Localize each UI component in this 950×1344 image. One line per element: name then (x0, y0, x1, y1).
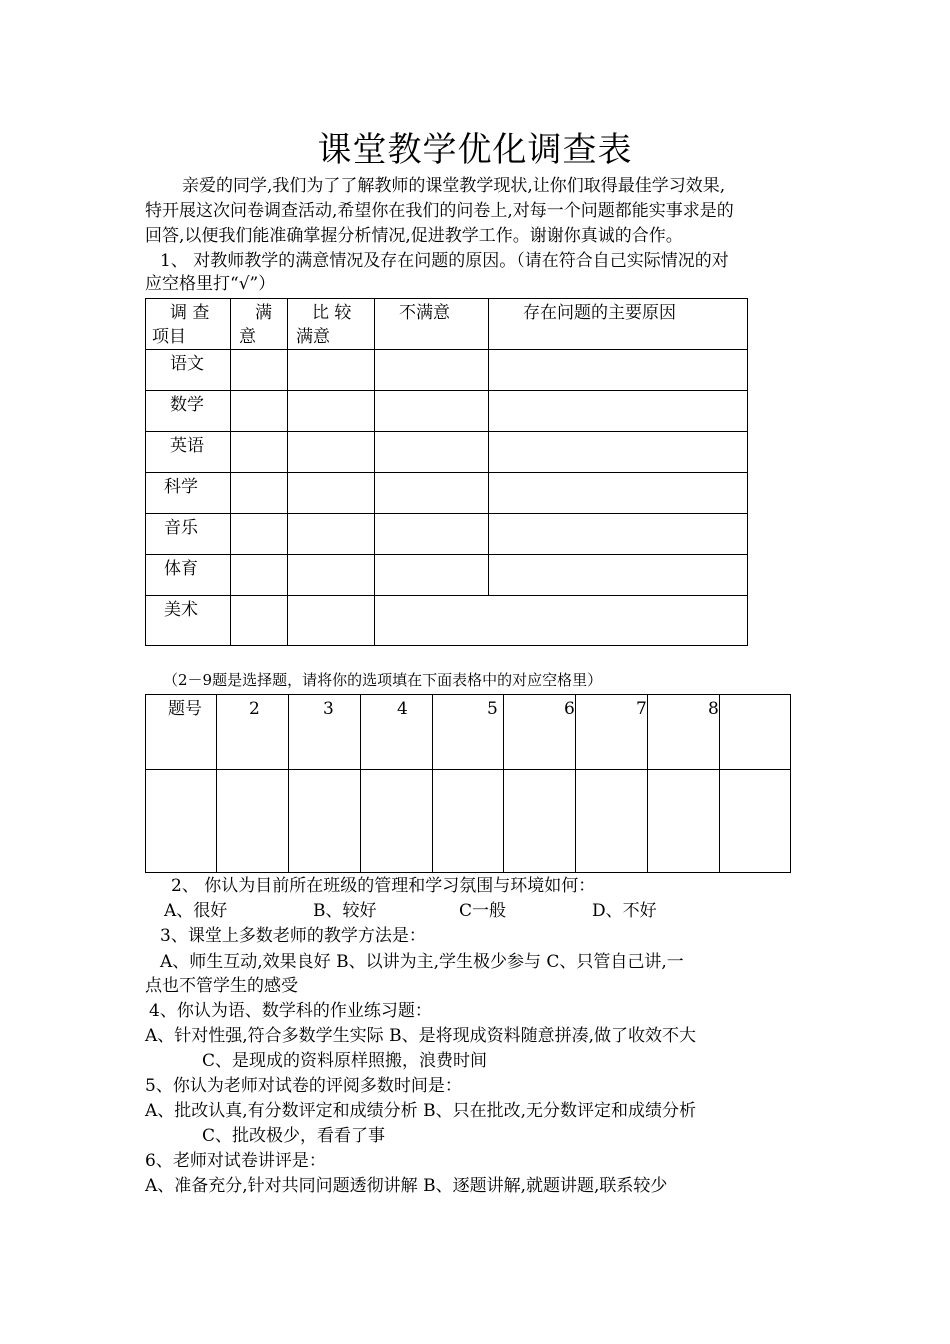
q4-options-line-1: A、针对性强,符合多数学生实际 B、是将现成资料随意拼凑,做了收效不大 (145, 1026, 696, 1046)
table-row (146, 596, 748, 646)
page-title: 课堂教学优化调查表 (317, 130, 633, 170)
header-fairly-satisfied: 比 较 满意 (288, 299, 375, 350)
subject-cell: 美术 (146, 596, 231, 646)
satisfied-cell[interactable] (231, 596, 288, 646)
subject-cell: 英语 (146, 432, 231, 473)
satisfied-cell[interactable] (231, 473, 288, 514)
satisfied-cell[interactable] (231, 514, 288, 555)
reason-cell[interactable] (489, 432, 748, 473)
table-row (146, 350, 748, 391)
q4-options-line-2: C、是现成的资料原样照搬，浪费时间 (202, 1051, 488, 1071)
intro-line-2: 特开展这次问卷调查活动,希望你在我们的问卷上,对每一个问题都能实事求是的 (145, 201, 734, 221)
unsatisfied-cell[interactable] (375, 432, 489, 473)
table-row (146, 514, 748, 555)
choice-instruction: （2－9题是选择题，请将你的选项填在下面表格中的对应空格里） (163, 671, 603, 689)
q6-options-line-1: A、准备充分,针对共同问题透彻讲解 B、逐题讲解,就题讲题,联系较少 (145, 1176, 668, 1196)
intro-line-1: 亲爱的同学,我们为了了解教师的课堂教学现状,让你们取得最佳学习效果, (182, 176, 726, 196)
fairly-satisfied-cell[interactable] (288, 350, 375, 391)
header-satisfied: 满 意 (231, 299, 288, 350)
satisfied-cell[interactable] (231, 350, 288, 391)
subject-cell: 体育 (146, 555, 231, 596)
q5-options-line-1: A、批改认真,有分数评定和成绩分析 B、只在批改,无分数评定和成绩分析 (145, 1101, 696, 1121)
question-number-label: 题号 (146, 695, 217, 770)
q2-option-b: B、较好 (313, 901, 377, 921)
answer-cell[interactable] (648, 770, 720, 873)
answer-cell[interactable] (504, 770, 576, 873)
q3-options-line-2: 点也不管学生的感受 (145, 976, 298, 996)
satisfied-cell[interactable] (231, 555, 288, 596)
satisfied-cell[interactable] (231, 432, 288, 473)
reason-cell[interactable] (489, 555, 748, 596)
intro-line-3: 回答,以便我们能准确掌握分析情况,促进教学工作。谢谢你真诚的合作。 (145, 226, 683, 246)
question-number: 2 (217, 695, 289, 770)
question-1-line-2: 应空格里打“√”） (145, 274, 276, 294)
satisfied-cell[interactable] (231, 391, 288, 432)
answer-header-row (146, 695, 791, 770)
table-row (146, 473, 748, 514)
question-number: 5 (433, 695, 504, 770)
answer-row (146, 770, 791, 873)
satisfaction-header-row (146, 299, 748, 350)
unsatisfied-cell[interactable] (375, 514, 489, 555)
fairly-satisfied-cell[interactable] (288, 473, 375, 514)
q2-option-c: C一般 (459, 901, 507, 921)
table-row (146, 555, 748, 596)
answer-cell[interactable] (576, 770, 648, 873)
answer-cell[interactable] (146, 770, 217, 873)
answer-cell[interactable] (289, 770, 361, 873)
subject-cell: 数学 (146, 391, 231, 432)
header-main-reason: 存在问题的主要原因 (489, 299, 748, 350)
unsatisfied-cell[interactable] (375, 473, 489, 514)
unsatisfied-cell[interactable] (375, 391, 489, 432)
reason-cell[interactable] (489, 473, 748, 514)
fairly-satisfied-cell[interactable] (288, 432, 375, 473)
answer-cell[interactable] (361, 770, 433, 873)
unsatisfied-cell[interactable] (375, 350, 489, 391)
answer-cell[interactable] (433, 770, 504, 873)
fairly-satisfied-cell[interactable] (288, 514, 375, 555)
fairly-satisfied-cell[interactable] (288, 596, 375, 646)
question-1-line-1: 1、 对教师教学的满意情况及存在问题的原因。（请在符合自己实际情况的对 (160, 251, 729, 271)
subject-cell: 语文 (146, 350, 231, 391)
fairly-satisfied-cell[interactable] (288, 391, 375, 432)
merged-blank-cell[interactable] (375, 596, 748, 646)
answer-cell[interactable] (217, 770, 289, 873)
fairly-satisfied-cell[interactable] (288, 555, 375, 596)
question-2: 2、 你认为目前所在班级的管理和学习氛围与环境如何： (171, 876, 596, 896)
table-row (146, 432, 748, 473)
answer-table (145, 694, 791, 873)
question-number: 7 (576, 695, 648, 770)
header-item: 调 查 项目 (146, 299, 231, 350)
reason-cell[interactable] (489, 350, 748, 391)
q2-option-d: D、不好 (592, 901, 657, 921)
table-row (146, 391, 748, 432)
reason-cell[interactable] (489, 391, 748, 432)
satisfaction-table (145, 298, 748, 646)
subject-cell: 音乐 (146, 514, 231, 555)
question-number: 3 (289, 695, 361, 770)
reason-cell[interactable] (489, 514, 748, 555)
question-number: 8 (648, 695, 720, 770)
q2-option-a: A、很好 (164, 901, 228, 921)
subject-cell: 科学 (146, 473, 231, 514)
unsatisfied-cell[interactable] (375, 555, 489, 596)
question-number: 6 (504, 695, 576, 770)
question-3: 3、课堂上多数老师的教学方法是： (160, 926, 426, 946)
question-number: 4 (361, 695, 433, 770)
question-number (720, 695, 791, 770)
q5-options-line-2: C、批改极少，看看了事 (202, 1126, 386, 1146)
answer-cell[interactable] (720, 770, 791, 873)
question-4: 4、你认为语、数学科的作业练习题： (149, 1001, 432, 1021)
question-6: 6、老师对试卷讲评是： (145, 1151, 326, 1171)
question-5: 5、你认为老师对试卷的评阅多数时间是： (145, 1076, 462, 1096)
q3-options-line-1: A、师生互动,效果良好 B、以讲为主,学生极少参与 C、只管自己讲,一 (160, 952, 684, 972)
header-unsatisfied: 不满意 (375, 299, 489, 350)
